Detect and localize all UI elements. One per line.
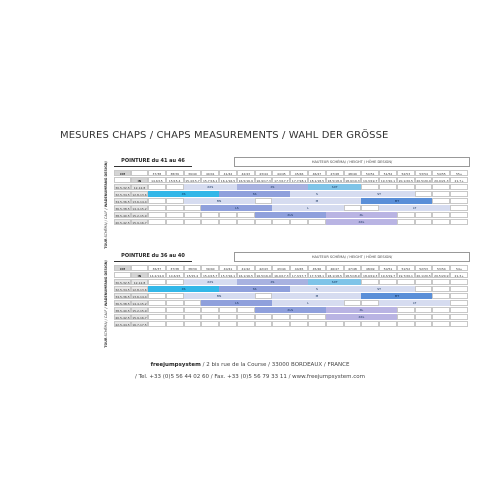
grid-cell [148, 198, 166, 204]
calf-in: 15,2-15,9 [132, 309, 147, 313]
grid-cell [432, 198, 450, 204]
size-bar: XXL [326, 219, 397, 225]
size-cell: 51/52 [379, 170, 397, 176]
grid-cell [379, 321, 397, 327]
unit-in: IN [131, 272, 148, 278]
calf-cm: 30,5-32,5 [115, 281, 130, 285]
size-cell: 40/41 [219, 265, 237, 271]
size-bar: S [290, 286, 343, 292]
size-bar: LT [379, 300, 450, 306]
calf-cm: 32,5-34,5 [115, 193, 130, 197]
grid-cell [415, 286, 433, 292]
size-cell: 44/45 [290, 265, 308, 271]
calf-row [114, 219, 468, 226]
size-bar: XLS [255, 307, 326, 313]
header-blank [131, 265, 148, 271]
grid-cell [166, 293, 184, 299]
grid-cell [166, 184, 184, 190]
inch-cell: 15/15,4 [184, 272, 202, 278]
header-blank [114, 272, 131, 278]
calf-cm: 42,5-44,5 [115, 323, 130, 327]
inch-cell: 20,9/21,3 [434, 179, 449, 183]
grid-cell [219, 212, 237, 218]
grid-cell [255, 219, 273, 225]
size-cell: 54/55 [432, 170, 450, 176]
size-bar: XXS [184, 184, 237, 190]
grid-cell [397, 212, 415, 218]
grid-cell [166, 205, 184, 211]
grid-cell [237, 307, 255, 313]
calf-in: 13,6-14,4 [132, 200, 147, 204]
hauteur-label: HAUTEUR SCHÉMA/ / HEIGHT / HÖHE DESIGN/ [234, 157, 470, 167]
size-cell: 45/46 [308, 265, 326, 271]
size-bar: MS [184, 293, 255, 299]
inch-cell: 15,4/15,7 [203, 274, 218, 278]
grid-cell [184, 321, 202, 327]
unit-cm: CM [114, 265, 131, 271]
section-header [114, 157, 468, 167]
inch-cell: 16,5/16,9 [238, 179, 253, 183]
grid-cell [201, 314, 219, 320]
size-cell: 41/42 [219, 170, 237, 176]
grid-cell [344, 300, 362, 306]
pointure-label: POINTURE du 41 au 46 [114, 157, 192, 167]
inch-cell: 19,3/19,7 [380, 274, 396, 278]
grid-cell [166, 198, 184, 204]
inch-cell: 18,5/18,9 [345, 274, 360, 278]
grid-cell [432, 321, 450, 327]
size-bar: L [272, 300, 343, 306]
calf-in: 14,4-15,2 [132, 302, 147, 306]
size-bar: S [290, 191, 343, 197]
inch-header-row [114, 177, 468, 184]
size-cell: 40/41 [201, 170, 219, 176]
grid-cell [432, 293, 450, 299]
grid-cell [166, 279, 184, 285]
inch-cell: 14,6/15 [148, 177, 166, 183]
calf-axis-text [104, 161, 108, 249]
grid-cell [184, 300, 202, 306]
grid-cell [361, 321, 379, 327]
grid-cell [450, 212, 468, 218]
calf-cm: 34,5-36,5 [115, 200, 130, 204]
grid-cell [255, 314, 273, 320]
grid-cell [397, 321, 415, 327]
grid-cell [219, 219, 237, 225]
address-line-1 [0, 362, 500, 368]
hauteur-label: HAUTEUR SCHÉMA/ / HEIGHT / HÖHE DESIGN/ [234, 252, 470, 262]
calf-axis-italic: SCHÉMA/ / CALF [104, 210, 109, 239]
grid-cell [432, 212, 450, 218]
grid-cell [219, 321, 237, 327]
calf-in: 12,8-13,6 [132, 288, 147, 292]
size-bar: SXT [308, 279, 361, 285]
size-cell: 42/43 [237, 170, 255, 176]
size-cell: 38/39 [166, 170, 184, 176]
inch-cell: 17,3/17,7 [291, 274, 307, 278]
calf-in: 16,7-17,5 [132, 323, 147, 327]
inch-cell: 19,7/20,1 [398, 274, 413, 278]
size-bar: XL [326, 307, 397, 313]
inch-header-row [114, 272, 468, 279]
grid-cell [415, 191, 433, 197]
size-bar: LT [379, 205, 450, 211]
inch-cell: 14,2/14,6 [149, 274, 165, 278]
inch-cell: 17,7/18,1 [309, 274, 325, 278]
grid-cell [361, 279, 379, 285]
grid-cell [326, 321, 344, 327]
size-cell: 47/48 [344, 265, 362, 271]
calf-cm: 32,5-34,5 [115, 288, 130, 292]
grid-cell [272, 321, 290, 327]
calf-row [114, 314, 468, 321]
inch-cell: 18,1/18,5 [327, 274, 342, 278]
calf-cm: 40,5-42,5 [115, 221, 130, 225]
grid-cell [450, 279, 468, 285]
grid-cell [308, 219, 326, 225]
size-bar: XXS [184, 279, 237, 285]
grid-cell [450, 314, 468, 320]
inch-cell: 17,7/18,1 [291, 179, 307, 183]
calf-cm: 30,5-32,5 [115, 186, 130, 190]
inch-cell: 15,4/15,7 [185, 179, 200, 183]
size-bar: MT [361, 293, 432, 299]
size-cell: 53/54 [432, 265, 450, 271]
inch-cell: 16,5/16,9 [256, 274, 271, 278]
inch-cell: 21,7+ [450, 177, 468, 183]
size-cell: 46/47 [326, 265, 344, 271]
calf-axis-label [100, 259, 112, 348]
inch-cell: 14,6/15 [166, 272, 184, 278]
inch-cell: 20,5/20,9 [416, 179, 431, 183]
calf-in: 15,2-15,9 [132, 214, 147, 218]
grid-cell [148, 314, 166, 320]
grid-cell [432, 191, 450, 197]
grid-cell [450, 198, 468, 204]
grid-cell [255, 198, 273, 204]
size-cell: 39/40 [184, 170, 202, 176]
size-cell: 36/37 [148, 265, 166, 271]
grid-cell [237, 219, 255, 225]
grid-cell [344, 321, 362, 327]
grid-cell [415, 219, 433, 225]
grid-cell [290, 314, 308, 320]
grid-cell [415, 212, 433, 218]
calf-axis-text [104, 260, 108, 348]
calf-cm: 34,5-36,5 [115, 295, 130, 299]
size-cell: 52/53 [397, 170, 415, 176]
grid-cell [166, 314, 184, 320]
inch-cell: 21,3+ [450, 272, 468, 278]
grid-cell [397, 307, 415, 313]
grid-cell [201, 219, 219, 225]
size-bar: XS [148, 286, 219, 292]
grid-cell [237, 212, 255, 218]
grid-cell [148, 205, 166, 211]
size-bar: XS [237, 279, 308, 285]
address-line-2: / Tel. +33 (0)5 56 44 02 60 / Fax. +33 (0)5 56 79 33 11 / www.freejumpsystem.com [134, 374, 365, 380]
grid-cell [432, 279, 450, 285]
size-grid [114, 170, 468, 226]
inch-cell: 18,5/18,9 [327, 179, 342, 183]
grid-cell [361, 205, 379, 211]
inch-cell: 16,1/16,5 [220, 179, 236, 183]
grid-cell [361, 184, 379, 190]
size-bar: SS [219, 191, 290, 197]
calf-axis-rest: / WADENUMFANG DESIGN/ [104, 259, 109, 310]
calf-in: 14,4-15,2 [132, 207, 147, 211]
grid-cell [397, 314, 415, 320]
grid-cell [308, 321, 326, 327]
size-cell: 42/43 [255, 265, 273, 271]
size-cell: 48/49 [344, 170, 362, 176]
size-bar: LS [201, 205, 272, 211]
size-bar: ST [344, 286, 415, 292]
inch-cell: 18,9/19,3 [363, 274, 378, 278]
size-cell: 47/48 [326, 170, 344, 176]
grid-cell [166, 212, 184, 218]
grid-cell [255, 293, 273, 299]
grid-cell [450, 293, 468, 299]
grid-cell [415, 184, 433, 190]
size-cell: 55+ [450, 170, 468, 176]
calf-in: 13,6-14,4 [132, 295, 147, 299]
page-title: MESURES CHAPS / CHAPS MEASUREMENTS / WAHL DER GRÖSSE [60, 130, 389, 141]
calf-cm: 40,5-42,5 [115, 316, 130, 320]
inch-cell: 17,3/17,7 [274, 179, 289, 183]
inch-cell: 20,1/20,5 [398, 179, 413, 183]
header-blank [131, 170, 148, 176]
grid-cell [148, 300, 166, 306]
grid-cell [450, 219, 468, 225]
address-text: / 2 bis rue de la Course / 33000 BORDEAUX / FRANCE [200, 362, 350, 368]
grid-cell [432, 219, 450, 225]
pointure-label: POINTURE du 36 au 40 [114, 252, 192, 262]
grid-cell [148, 212, 166, 218]
unit-in: IN [131, 177, 148, 183]
size-bar: M [272, 293, 361, 299]
grid-cell [272, 314, 290, 320]
size-cell: 43/44 [255, 170, 273, 176]
grid-cell [184, 212, 202, 218]
size-bar: M [272, 198, 361, 204]
grid-cell [237, 314, 255, 320]
grid-cell [415, 321, 433, 327]
grid-cell [415, 314, 433, 320]
grid-cell [219, 314, 237, 320]
size-bar: ST [344, 191, 415, 197]
size-cell: 50/51 [361, 170, 379, 176]
grid-cell [148, 321, 166, 327]
size-bar: MT [361, 198, 432, 204]
size-bar: XLS [255, 212, 326, 218]
calf-cm: 38,5-40,5 [115, 309, 130, 313]
grid-cell [255, 321, 273, 327]
grid-cell [450, 205, 468, 211]
calf-in: 12-12,8 [131, 184, 148, 190]
grid-cell [184, 219, 202, 225]
grid-cell [290, 321, 308, 327]
unit-cm: CM [114, 170, 131, 176]
grid-cell [148, 279, 166, 285]
size-chart-41-46 [104, 157, 468, 249]
size-bar: LS [201, 300, 272, 306]
size-cell: 46/47 [308, 170, 326, 176]
grid-cell [450, 321, 468, 327]
size-cell: 50/51 [379, 265, 397, 271]
calf-axis-bold: TOUR [104, 238, 109, 249]
grid-cell [450, 300, 468, 306]
size-bar: L [272, 205, 343, 211]
grid-cell [397, 184, 415, 190]
grid-cell [415, 279, 433, 285]
grid-cell [166, 300, 184, 306]
calf-in: 15,9-16,7 [132, 221, 147, 225]
grid-cell [308, 314, 326, 320]
size-grid [114, 265, 468, 328]
grid-cell [184, 205, 202, 211]
size-cell: 39/40 [201, 265, 219, 271]
grid-cell [361, 300, 379, 306]
inch-cell: 20,5/20,9 [434, 274, 449, 278]
inch-cell: 15/15,4 [166, 177, 184, 183]
size-cell: 44/45 [272, 170, 290, 176]
inch-cell: 16,9/17,3 [256, 179, 271, 183]
grid-cell [379, 279, 397, 285]
inch-cell: 20,1/20,5 [416, 274, 431, 278]
grid-cell [166, 219, 184, 225]
grid-cell [201, 307, 219, 313]
size-cell: 45/46 [290, 170, 308, 176]
grid-cell [148, 293, 166, 299]
inch-cell: 15,7/16,1 [203, 179, 218, 183]
grid-cell [450, 191, 468, 197]
brand-name: freejumpsystem [150, 362, 201, 368]
size-bar: XXL [326, 314, 397, 320]
calf-in: 12-12,8 [131, 279, 148, 285]
size-bar: XS [148, 191, 219, 197]
calf-axis-italic: SCHÉMA/ / CALF [104, 309, 109, 337]
inch-cell: 18,1/18,5 [309, 179, 325, 183]
inch-cell: 16,9/17,3 [274, 274, 289, 278]
inch-cell: 15,7/16,1 [220, 274, 236, 278]
grid-cell [237, 321, 255, 327]
calf-in: 15,9-16,7 [132, 316, 147, 320]
size-bar: XL [326, 212, 397, 218]
calf-axis-rest: / WADENUMFANG DESIGN/ [104, 161, 109, 211]
grid-cell [148, 219, 166, 225]
size-header-row [114, 170, 468, 177]
grid-cell [432, 184, 450, 190]
size-cell: 41/42 [237, 265, 255, 271]
grid-cell [450, 307, 468, 313]
grid-cell [148, 307, 166, 313]
inch-cell: 19,3/19,7 [363, 179, 378, 183]
size-cell: 43/44 [272, 265, 290, 271]
section-header [114, 252, 468, 262]
grid-cell [397, 219, 415, 225]
grid-cell [432, 286, 450, 292]
calf-row [114, 321, 468, 328]
grid-cell [415, 307, 433, 313]
grid-cell [450, 184, 468, 190]
size-cell: 37/38 [148, 170, 166, 176]
size-cell: 54+ [450, 265, 468, 271]
grid-cell [450, 286, 468, 292]
size-cell: 38/39 [184, 265, 202, 271]
size-cell: 53/54 [415, 170, 433, 176]
size-cell: 37/38 [166, 265, 184, 271]
size-cell: 48/49 [361, 265, 379, 271]
calf-cm: 38,5-40,5 [115, 214, 130, 218]
grid-cell [201, 321, 219, 327]
grid-cell [379, 184, 397, 190]
size-bar: SS [219, 286, 290, 292]
size-chart-36-40 [104, 252, 468, 348]
grid-cell [272, 219, 290, 225]
grid-cell [166, 321, 184, 327]
size-bar: SXT [308, 184, 361, 190]
calf-cm: 36,5-38,5 [115, 302, 130, 306]
grid-cell [290, 219, 308, 225]
grid-cell [344, 205, 362, 211]
size-cell: 52/53 [415, 265, 433, 271]
grid-cell [397, 279, 415, 285]
inch-cell: 18,9/19,3 [345, 179, 360, 183]
grid-cell [219, 307, 237, 313]
size-bar: MS [184, 198, 255, 204]
grid-cell [166, 307, 184, 313]
calf-in: 12,8-13,6 [132, 193, 147, 197]
size-cell: 51/52 [397, 265, 415, 271]
header-blank [114, 177, 131, 183]
grid-cell [201, 212, 219, 218]
size-bar: XS [237, 184, 308, 190]
inch-cell: 16,1/16,5 [238, 274, 253, 278]
grid-cell [148, 184, 166, 190]
calf-axis-bold: TOUR [104, 336, 109, 348]
grid-cell [184, 314, 202, 320]
inch-cell: 19,7/20,1 [380, 179, 396, 183]
size-header-row [114, 265, 468, 272]
grid-cell [184, 307, 202, 313]
calf-axis-label [100, 161, 112, 249]
calf-cm: 36,5-38,5 [115, 207, 130, 211]
grid-cell [432, 314, 450, 320]
grid-cell [432, 307, 450, 313]
